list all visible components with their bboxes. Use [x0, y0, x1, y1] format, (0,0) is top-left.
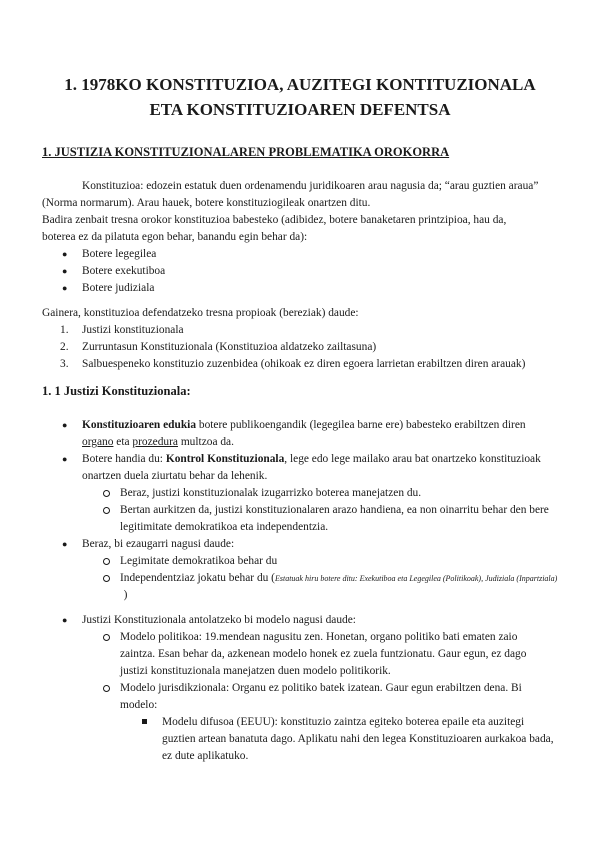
sub-bullet-text-cont: justizi konstituzionala manejatzen duen modelo politikorik. — [120, 665, 391, 677]
list-item-power: Botere legegilea — [82, 248, 157, 260]
independentzia-pre: Independentziaz jokatu behar du ( — [120, 572, 275, 584]
bullet-dot: ● — [62, 420, 68, 430]
bullet-dot: ● — [62, 283, 68, 293]
sub-bullet-text-cont: legitimitate demokratikoa eta independentzia. — [120, 521, 329, 533]
sub-bullet-text: Bertan aurkitzen da, justizi konstituzionalaren arazo handiena, ea non oinarritu behar den bere — [120, 504, 549, 516]
sub-bullet-text: Legimitate demokratikoa behar du — [120, 555, 278, 567]
edukia-mid: eta — [113, 436, 133, 448]
list-number: 2. — [60, 341, 69, 353]
bullet-edukia-line1 — [82, 417, 526, 434]
independentzia-end: ) — [123, 589, 128, 601]
paragraph-gainera: Gainera, konstituzioa defendatzeko tresna propioak (bereziak) daude: — [42, 307, 359, 319]
sub-bullet-circle — [103, 575, 110, 582]
bullet-dot: ● — [62, 266, 68, 276]
sub-sub-bullet-text-cont: ez dute aplikatuko. — [162, 750, 249, 762]
sub-bullet-circle — [103, 634, 110, 641]
bullet-modeloak: Justizi Konstituzionala antolatzeko bi modelo nagusi daude: — [82, 614, 356, 626]
sub-bullet-circle — [103, 685, 110, 692]
paragraph-tresnak-line1: Badira zenbait tresna orokor konstituzioa babesteko (adibidez, botere banaketaren printzipioa, hau da, — [42, 214, 507, 226]
sub-bullet-text: Modelo politikoa: 19.mendean nagusitu zen. Honetan, organo politiko bati ematen zaio — [120, 631, 518, 643]
list-item-tool: Zurruntasun Konstituzionala (Konstituzioa aldatzeko zailtasuna) — [82, 341, 377, 353]
list-item-power: Botere judiziala — [82, 282, 155, 294]
paragraph-konstituzioa-line2: (Norma normarum). Arau hauek, botere konstituziogileak onartzen ditu. — [42, 197, 371, 209]
list-item-power: Botere exekutiboa — [82, 265, 166, 277]
sub-bullet-text: Beraz, justizi konstituzionalak izugarrizko boterea manejatzen du. — [120, 487, 422, 499]
paragraph-konstituzioa-line1: Konstituzioa: edozein estatuk duen ordenamendu juridikoaren arau nagusia da; “arau guztien araua” — [82, 180, 539, 192]
sub-bullet-text-cont: modelo: — [120, 699, 158, 711]
edukia-rest: botere publikoengandik (legegilea barne ere) babesteko erabiltzen diren — [196, 419, 526, 431]
sub-bullet-text-cont: zaintza. Esan behar da, azkenean modelo honek ez zuela funtzionatu. Gaur egun, ez dago — [120, 648, 527, 660]
list-number: 3. — [60, 358, 69, 370]
section-heading: 1. JUSTIZIA KONSTITUZIONALAREN PROBLEMATIKA OROKORRA — [42, 145, 450, 159]
paragraph-tresnak-line2: boterea ez da pilatuta egon behar, banandu egin behar da): — [42, 231, 308, 243]
title-line-1: 1. 1978KO KONSTITUZIOA, AUZITEGI KONTITUZIONALA — [64, 75, 536, 94]
subsection-heading: 1. 1 Justizi Konstituzionala: — [42, 384, 191, 398]
sub-sub-bullet-text-cont: guztien artean banatuta dago. Aplikatu nahi den legea Konstituzioaren aurkakoa bada, — [162, 733, 554, 745]
bullet-edukia-line2 — [82, 434, 234, 451]
sub-sub-bullet-text: Modelu difusoa (EEUU): konstituzio zaintza egiteko boterea epaile eta auzitegi — [162, 716, 525, 728]
sub-bullet-circle — [103, 507, 110, 514]
bullet-dot: ● — [62, 454, 68, 464]
list-number: 1. — [60, 324, 69, 336]
kontrol-bold: Kontrol Konstituzionala — [165, 453, 285, 465]
botere-pre: Botere handia du: — [82, 453, 166, 465]
list-item-tool: Salbuespeneko konstituzio zuzenbidea (ohikoak ez diren egoera larrietan erabiltzen diren arauak) — [82, 358, 526, 370]
bullet-dot: ● — [62, 615, 68, 625]
prozedura-underlined: prozedura — [132, 436, 178, 448]
edukia-end: multzoa da. — [177, 436, 234, 448]
sub-bullet-text: Modelo jurisdikzionala: Organu ez politiko batek izatean. Gaur egun erabiltzen dena. Bi — [120, 682, 522, 694]
bullet-botere-line2: onartzen duela ziurtatu behar da lehenik. — [82, 470, 268, 482]
list-item-tool: Justizi konstituzionala — [82, 324, 184, 336]
bullet-botere-line1 — [82, 451, 541, 468]
sub-sub-bullet-square — [142, 719, 147, 724]
bullet-dot: ● — [62, 539, 68, 549]
document-title — [40, 72, 560, 122]
edukia-bold: Konstituzioaren edukia — [82, 419, 197, 431]
botere-rest: , lege edo lege mailako arau bat onartzeko konstituzioak — [284, 453, 541, 465]
sub-bullet-circle — [103, 490, 110, 497]
sub-bullet-text — [120, 570, 557, 587]
independentzia-note: Estatuak hiru botere ditu: Exekutiboa eta Legegilea (Politikoak), Judiziala (Inpartziala) — [274, 574, 558, 583]
title-line-2: ETA KONSTITUZIOAREN DEFENTSA — [149, 100, 451, 119]
bullet-dot: ● — [62, 249, 68, 259]
organo-underlined: organo — [82, 436, 114, 448]
sub-bullet-circle — [103, 558, 110, 565]
sub-bullet-text-cont — [120, 587, 127, 604]
bullet-ezaugarri: Beraz, bi ezaugarri nagusi daude: — [82, 538, 235, 550]
